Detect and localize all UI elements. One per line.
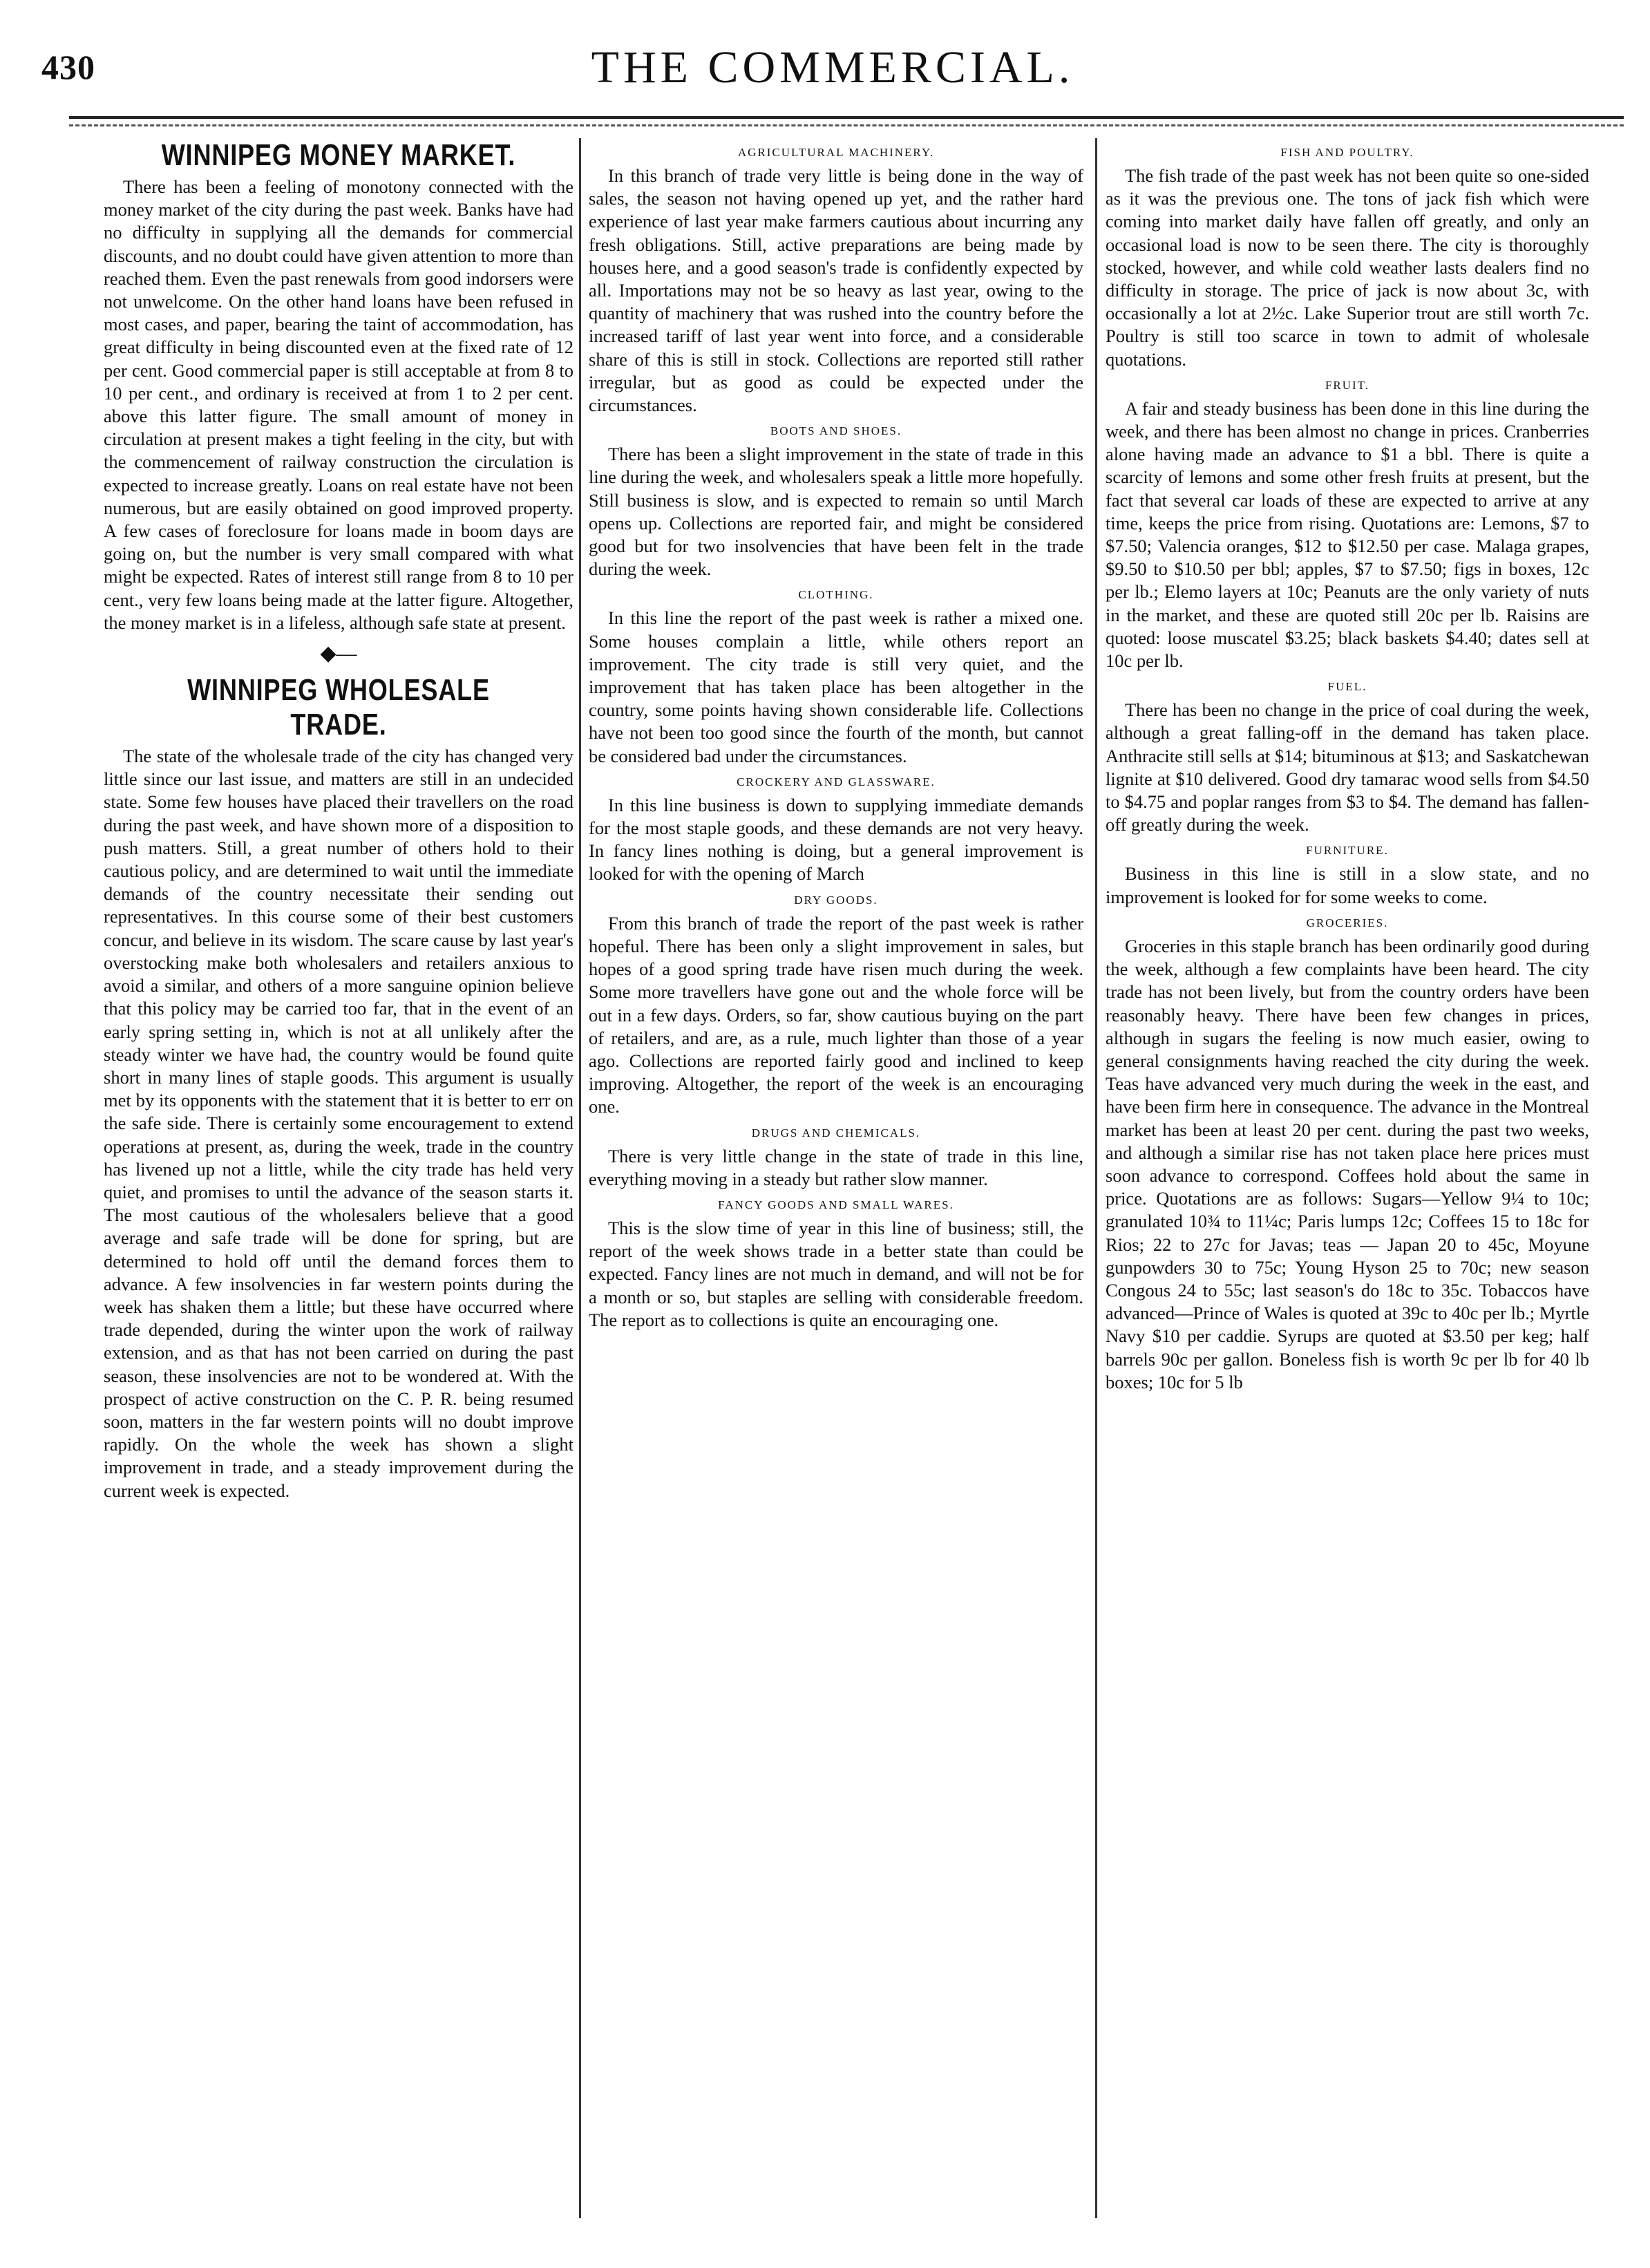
section-heading-clothing: CLOTHING. [798, 588, 874, 602]
section-body-fuel: There has been no change in the price of coal during the week, although a great falling-off in the demand has taken place. Anthracite still sells at $14; bituminous at $13; and Saskatchewan lignite at $10 delivered. Good dry tamarac wood sells from $4.50 to $4.75 and poplar ranges from $3 to $4. The demand has fallen-off greatly during the week. [1106, 699, 1589, 835]
column-divider [1095, 138, 1097, 2218]
section-body-groceries: Groceries in this staple branch has been ordinarily good during the week, although a few complaints have been heard. The city trade has not been lively, but from the country orders have been reasonably heavy. There have been few changes in prices, although in sugars the feeling is now much easier, owing to general consignments having reached the city during the week. Teas have advanced very much during the week in the east, and have been firm here in consequence. The advance in the Montreal market has been at least 20 per cent. during the past two weeks, and although a similar rise has not taken place here prices must soon advance to correspond. Coffees hold about the same in price. Quotations are as follows: Sugars—Yellow 9¼ to 10c; granulated 10¾ to 11¼c; Paris lumps 12c; Coffees 15 to 18c for Rios; 22 to 27c for Javas; teas — Japan 20 to 45c, Moyune gunpowders 30 to 75c; Young Hyson 25 to 70c; new season Congous 24 to 55c; last season's do 18c to 35c. Tobaccos have advanced—Prince of Wales is quoted at 39c to 40c per lb.; Myrtle Navy $10 per caddie. Syrups are quoted at $3.50 per keg; half barrels 90c per gallon. Boneless fish is worth 9c per lb for 40 lb boxes; 10c for 5 lb [1106, 935, 1589, 1392]
section-heading-fish-poultry: FISH AND POULTRY. [1280, 146, 1414, 159]
article-heading-money-market: WINNIPEG MONEY MARKET. [161, 138, 516, 172]
journal-title: THE COMMERCIAL. [591, 42, 1074, 93]
section-body-clothing: In this line the report of the past week is rather a mixed one. Some houses complain a little, while others report an improvement. The city trade is still very quiet, and the improvement that has taken place has been altogether in the country, some points having shown considerable life. Collections have not been too good since the fourth of the month, but cannot be considered bad under the circumstances. [589, 607, 1083, 766]
column-3 [1106, 138, 1589, 2225]
section-body-fish-poultry: The fish trade of the past week has not been quite so one-sided as it was the previous one. The tons of jack fish which were coming into market daily have fallen off greatly, and only an occasional load is now to be seen there. The city is thoroughly stocked, however, and while cold weather lasts dealers find no difficulty in storage. The price of jack is now about 3c, with occasionally a lot at 2½c. Lake Superior trout are still worth 7c. Poultry is still too scarce in town to admit of wholesale quotations. [1106, 165, 1589, 370]
header-dotted-rule [69, 124, 1624, 126]
masthead [41, 41, 1624, 117]
section-heading-fuel: FUEL. [1327, 680, 1367, 694]
page-number: 430 [41, 48, 95, 86]
column-divider [579, 138, 581, 2218]
section-heading-fruit: FRUIT. [1325, 378, 1370, 392]
article-body-wholesale-trade: The state of the wholesale trade of the city has changed very little since our last issue, and matters are still in an undecided state. Some few houses have placed their travellers on the road during the past week, and have shown more of a disposition to push matters. Still, a great number of others hold to their cautious policy, and are determined to wait until the immediate demands of the country necessitate their sending out representatives. In this course some of their best customers concur, and believe in its wisdom. The scare cause by last year's overstocking make both wholesalers and retailers anxious to avoid a similar, and others of a more sanguine opinion believe that this policy may be carried too far, that in the event of an early spring setting in, which is not at all unlikely after the steady winter we have had, the country would be found quite short in many lines of staple goods. This argument is usually met by its opponents with the statement that it is better to err on the safe side. There is certainly some encouragement to extend operations at present, as, during the week, trade in the country has livened up not a little, while the city trade has held very quiet, and promises to until the advance of the season starts it. The most cautious of the wholesalers believe that a good average and safe trade will be done for spring, but are determined to hold off until the demand forces them to advance. A few insolvencies in far western points during the week has shaken them a little; but these have occurred where trade depended, during the winter upon the work of railway extension, and as that has not been carried on during the past season, these insolvencies are not to be wondered at. With the prospect of active construction on the C. P. R. being resumed soon, matters in the far western points will no doubt improve rapidly. On the whole the week has shown a slight improvement in trade, and a steady improvement during the current week is expected. [104, 746, 573, 1501]
article-heading-wholesale-trade: WINNIPEG WHOLESALE TRADE. [187, 673, 490, 742]
column-2 [589, 138, 1083, 2225]
article-body-money-market: There has been a feeling of monotony connected with the money market of the city during the past week. Banks have had no difficulty in supplying all the demands for commercial discounts, and no doubt could have given attention to more than reached them. Even the past renewals from good indorsers were not unwelcome. On the other hand loans have been refused in most cases, and paper, bearing the taint of accommodation, has great difficulty in being discounted even at the fixed rate of 12 per cent. Good commercial paper is still acceptable at from 8 to 10 per cent., and ordinary is received at from 1 to 2 per cent. above this latter figure. The small amount of money in circulation at present makes a tight feeling in the city, but with the commencement of railway construction the circulation is expected to increase greatly. Loans on real estate have not been numerous, but are easily obtained on good improved property. A few cases of foreclosure for loans made in boom days are going on, but the number is very small compared with what might be expected. Rates of interest still range from 8 to 10 per cent., very few loans being made at the latter figure. Altogether, the money market is in a lifeless, although safe state at present. [104, 176, 573, 633]
section-heading-dry-goods: DRY GOODS. [794, 893, 878, 907]
section-heading-furniture: FURNITURE. [1306, 844, 1389, 858]
section-body-boots-and-shoes: There has been a slight improvement in the state of trade in this line during the week, and wholesalers speak a little more hopefully. Still business is slow, and is expected to remain so until March opens up. Collections are reported fair, and might be considered good but for two insolvencies that have been felt in the trade during the week. [589, 444, 1083, 580]
section-heading-boots-and-shoes: BOOTS AND SHOES. [770, 424, 902, 438]
section-body-fruit: A fair and steady business has been done in this line during the week, and there has been almost no change in prices. Cranberries alone having made an advance to $1 a bbl. There is quite a scarcity of lemons and some other fresh fruits at present, but the fact that several car loads of these are expected to arrive at any time, keeps the price from rising. Quotations are: Lemons, $7 to $7.50; Valencia oranges, $12 to $12.50 per case. Malaga grapes, $9.50 to $10.50 per bbl; apples, $7 to $7.50; figs in boxes, 12c per lb.; Elemo layers at 10c; Peanuts are the only variety of nuts in the market, and these are quoted still 20c per lb. Raisins are quoted: loose muscatel $3.25; black baskets $4.40; dates sell at 10c per lb. [1106, 397, 1589, 672]
header-rule [69, 116, 1624, 119]
section-heading-fancy-goods: FANCY GOODS AND SMALL WARES. [718, 1198, 954, 1211]
ornament-divider: ◆— [320, 642, 357, 665]
section-body-furniture: Business in this line is still in a slow state, and no improvement is looked for for some weeks to come. [1106, 863, 1589, 907]
section-body-agricultural-machinery: In this branch of trade very little is being done in the way of sales, the season not having opened up yet, and the rather hard experience of last year make farmers cautious about incurring any fresh obligations. Still, active preparations are being made by houses here, and a good season's trade is confidently expected by all. Importations may not be so heavy as last year, owing to the quantity of machinery that was rushed into the country before the increased tariff of last year went into force, and a considerable share of this is still in stock. Collections are reported still rather irregular, but as good as could be expected under the circumstances. [589, 165, 1083, 416]
section-body-dry-goods: From this branch of trade the report of the past week is rather hopeful. There has been only a slight improvement in sales, but hopes of a good spring trade have risen much during the week. Some more travellers have gone out and the whole force will be out in a few days. Orders, so far, show cautious buying on the part of retailers, and are, as a rule, much lighter than those of a year ago. Collections are reported fairly good and inclined to keep improving. Altogether, the report of the week is an encouraging one. [589, 912, 1083, 1117]
section-body-fancy-goods: This is the slow time of year in this line of business; still, the report of the week shows trade in a better state than could be expected. Fancy lines are not much in demand, and will not be for a month or so, but staples are selling with considerable freedom. The report as to collections is quite an encouraging one. [589, 1217, 1083, 1330]
section-body-crockery: In this line business is down to supplying immediate demands for the most staple goods, and these demands are not very heavy. In fancy lines nothing is doing, but a general improvement is looked for with the opening of March [589, 794, 1083, 885]
section-heading-groceries: GROCERIES. [1306, 916, 1389, 929]
section-heading-crockery: CROCKERY AND GLASSWARE. [737, 775, 936, 788]
section-body-drugs: There is very little change in the state of trade in this line, everything moving in a steady but rather slow manner. [589, 1145, 1083, 1189]
section-heading-agricultural-machinery: AGRICULTURAL MACHINERY. [737, 146, 935, 159]
column-1 [104, 138, 573, 2225]
section-heading-drugs: DRUGS AND CHEMICALS. [751, 1126, 921, 1140]
